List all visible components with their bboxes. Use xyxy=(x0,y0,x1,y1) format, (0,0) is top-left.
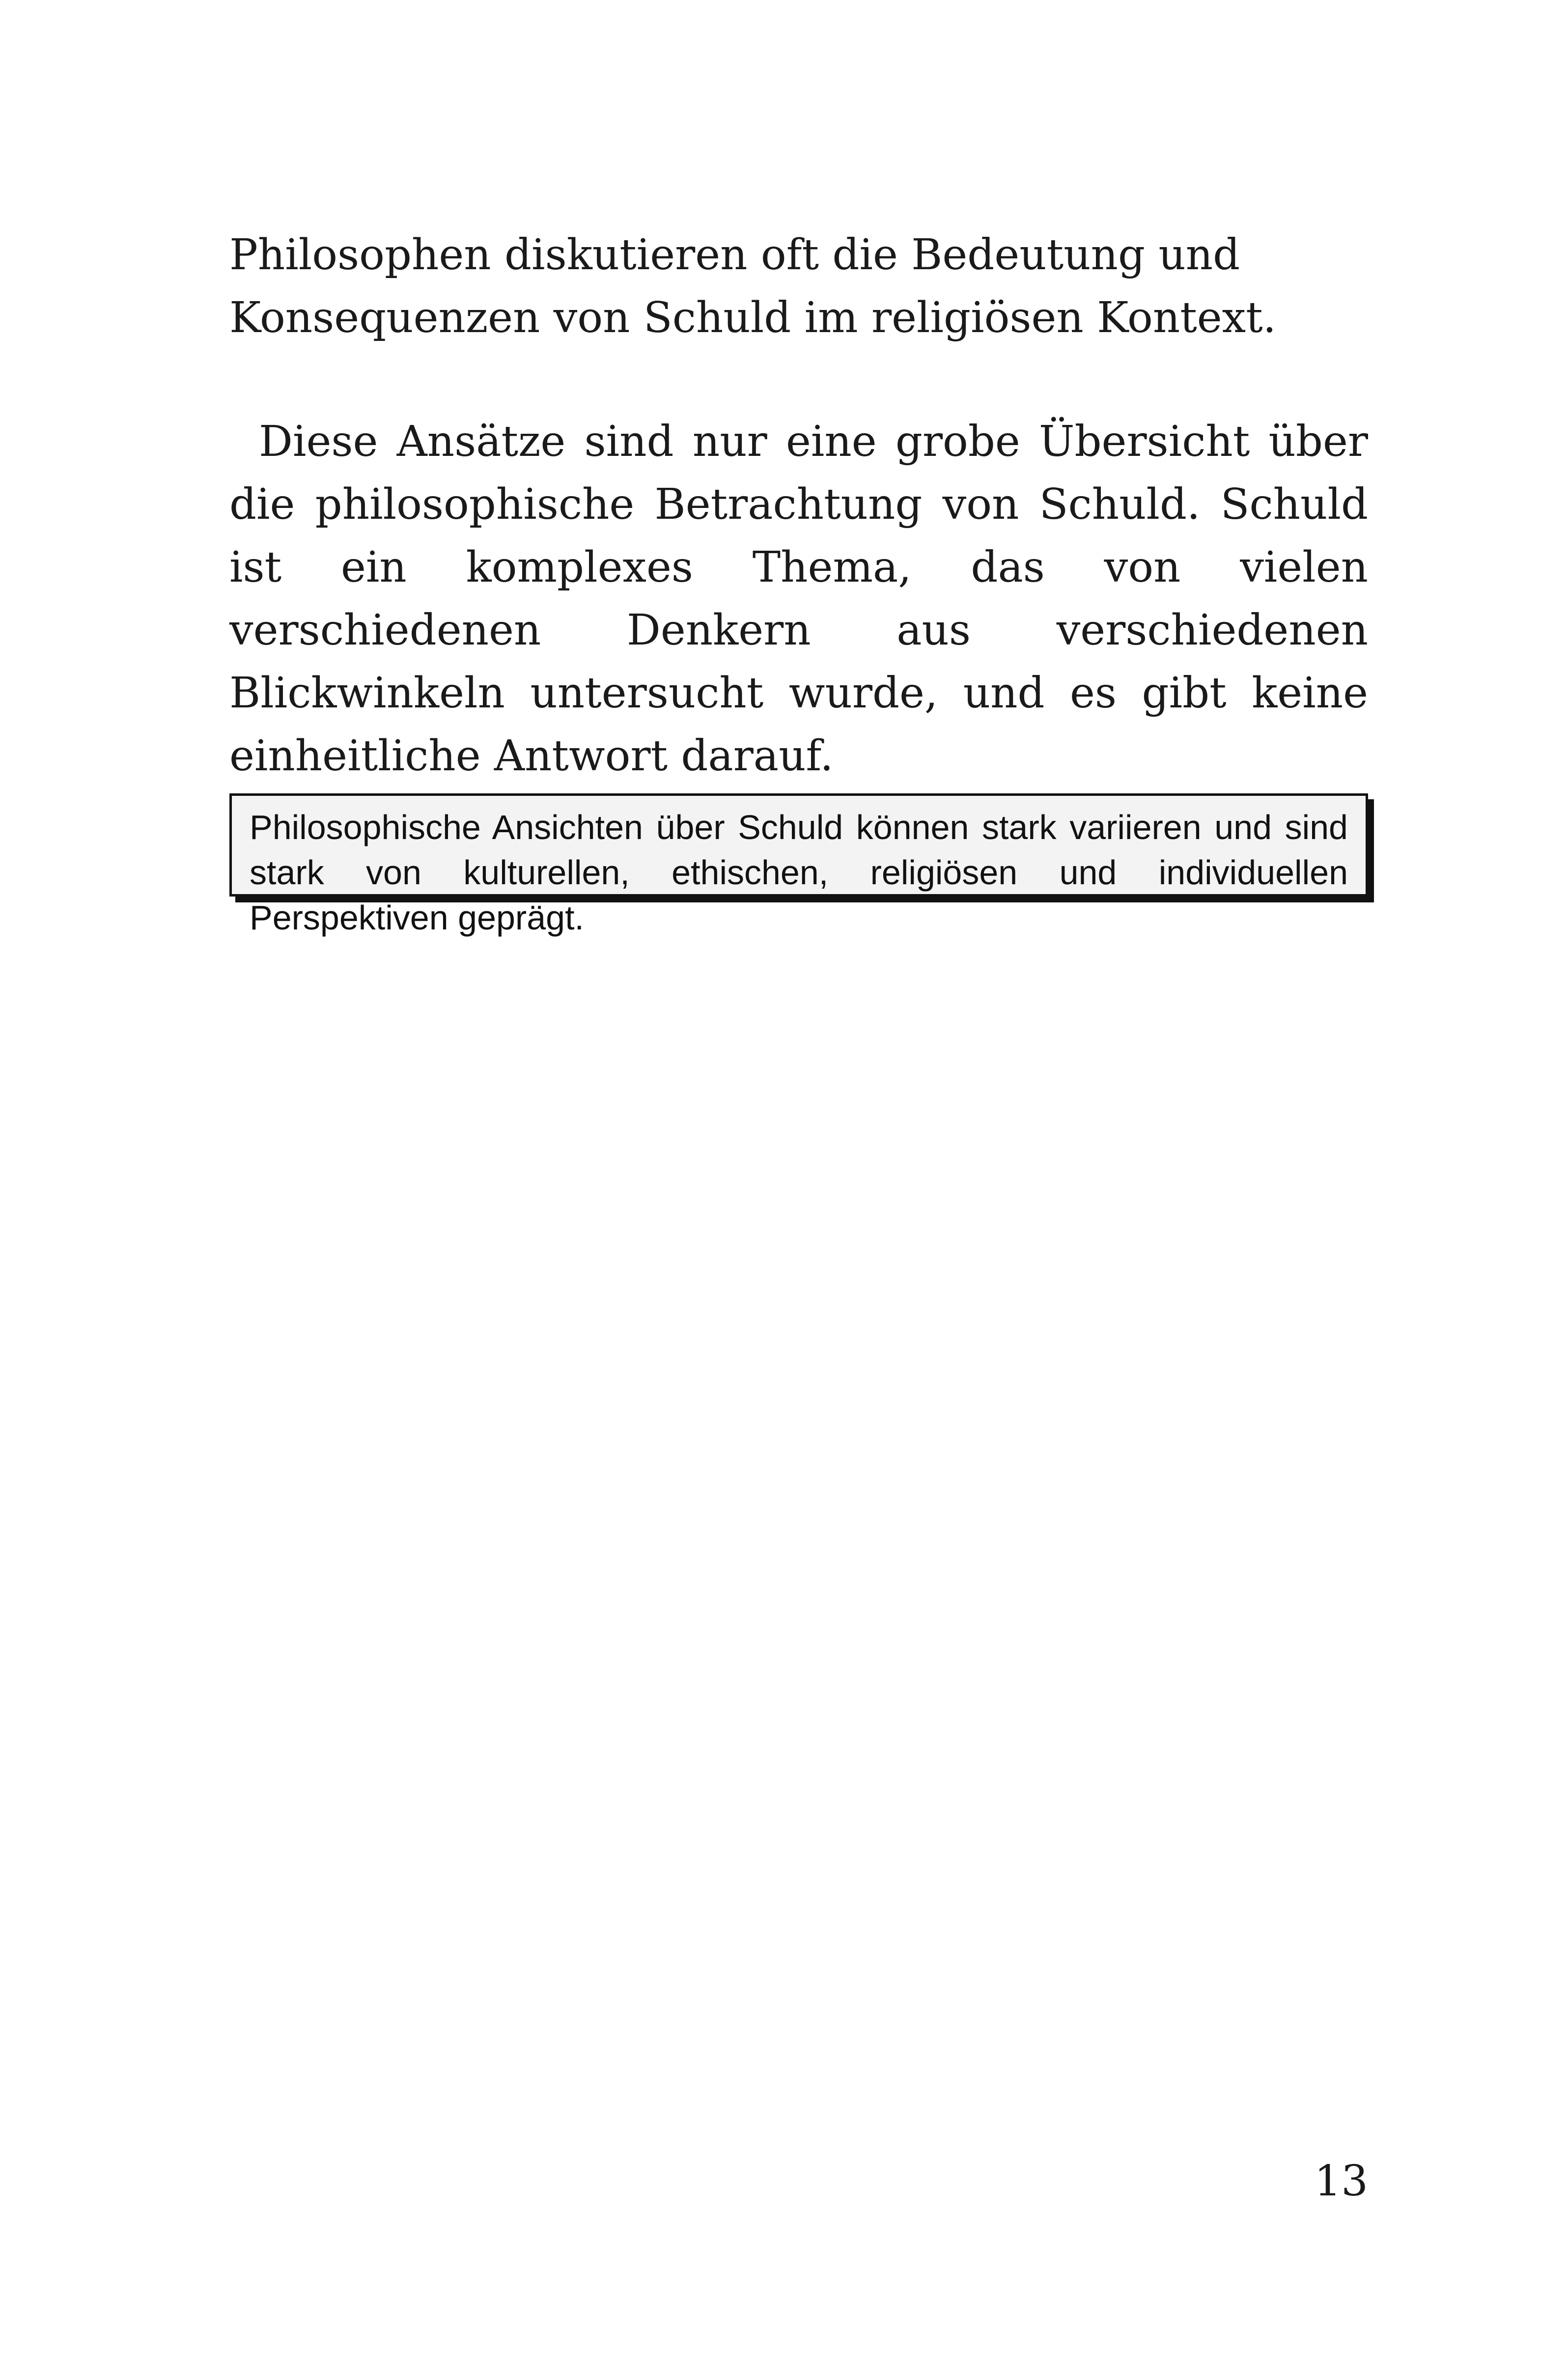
body-paragraph-1: Philosophen diskutieren oft die Bedeutung und Konsequenzen von Schuld im religiösen Kontext. xyxy=(229,230,1277,342)
body-paragraph-2: Diese Ansätze sind nur eine grobe Übersicht über die philosophische Betrachtung von Schuld. Schuld ist ein komplexes Thema, das von vielen verschiedenen Denkern aus verschiedenen Blickwinkeln untersucht wurde, und es gibt keine einheitliche Antwort darauf. xyxy=(229,417,1368,781)
highlight-note-box: Philosophische Ansichten über Schuld können stark variieren und sind stark von kulturellen, ethischen, religiösen und individuellen Perspektiven geprägt. xyxy=(229,793,1368,897)
page-number: 13 xyxy=(1314,2157,1368,2206)
